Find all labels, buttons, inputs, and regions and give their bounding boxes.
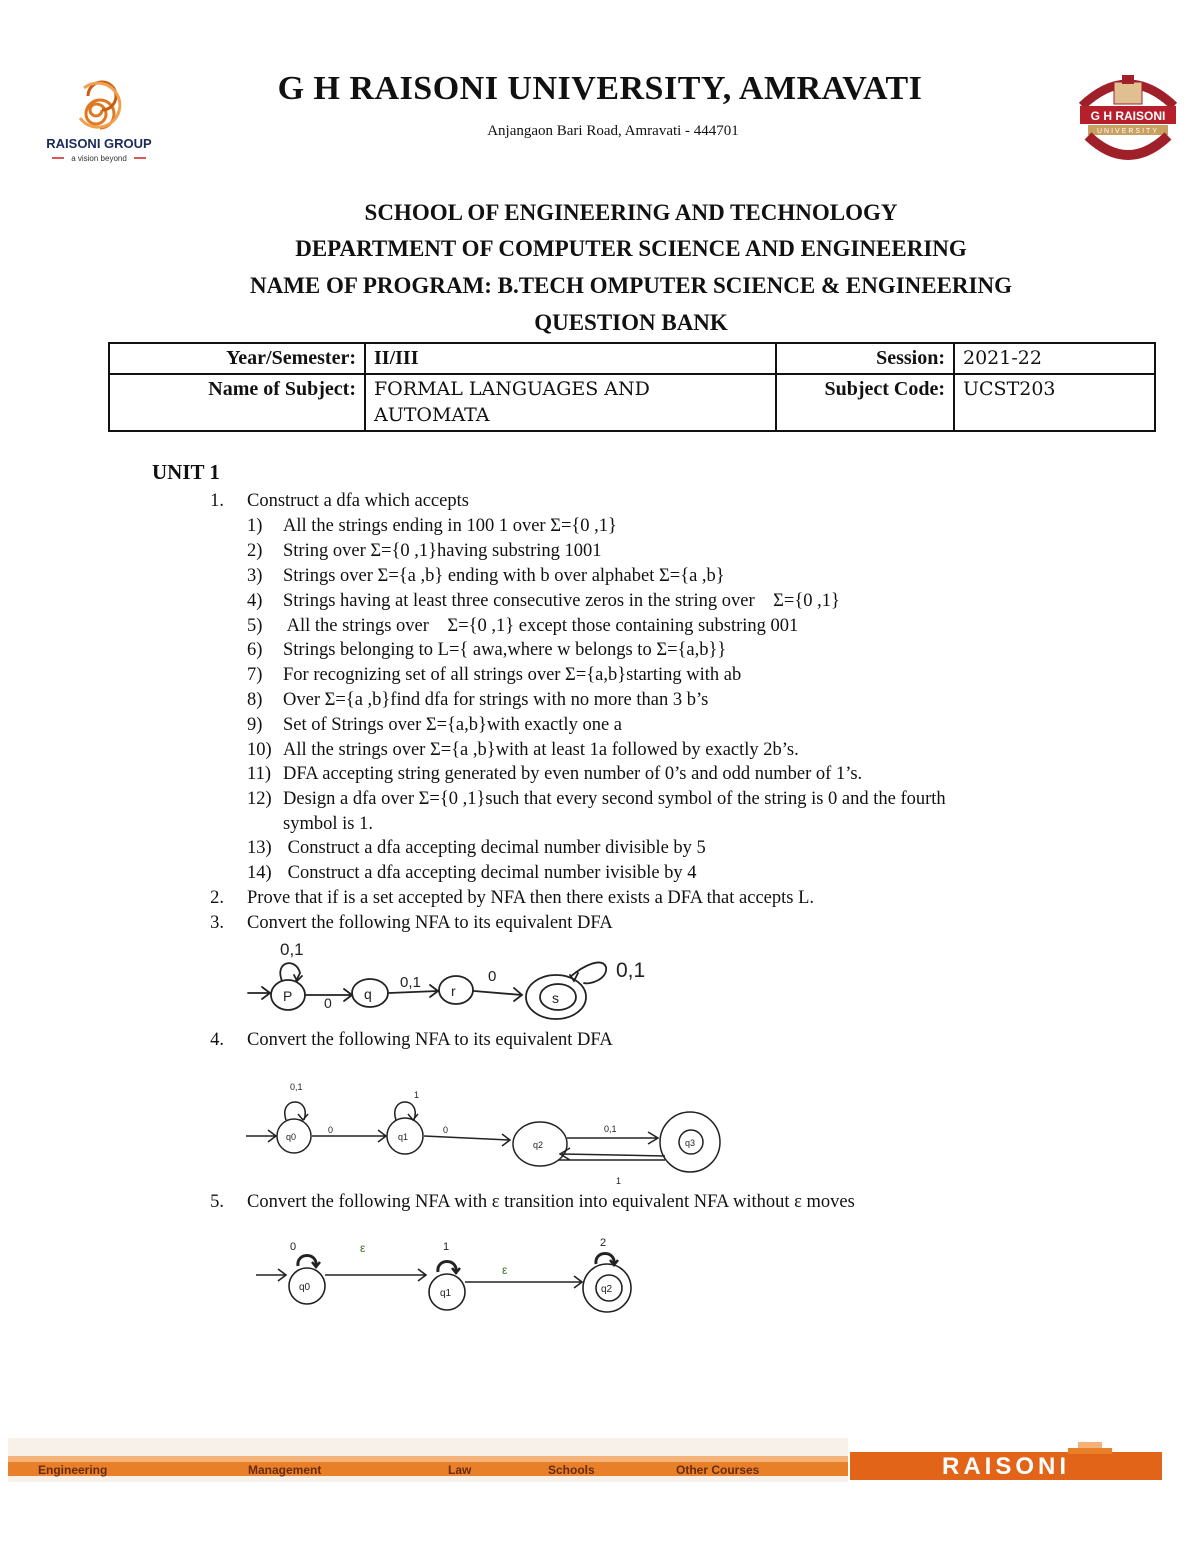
table-row <box>109 374 1155 431</box>
loop-q1-label: 1 <box>414 1090 420 1100</box>
start-arrow-icon <box>248 987 270 999</box>
sub-text: symbol is 1. <box>283 814 373 834</box>
seal-sub: UNIVERSITY <box>1096 128 1160 135</box>
sub-number: 12) <box>247 789 272 809</box>
sub-number: 2) <box>247 541 263 561</box>
sub-text: String over Σ={0 ,1}having substring 1001 <box>283 541 602 561</box>
edge-r-s-label: 0 <box>488 968 497 985</box>
sub-number: 14) <box>247 863 272 883</box>
edge-q0-q1-label: 0 <box>328 1125 334 1135</box>
sub-text: All the strings ending in 100 1 over Σ={0 ,1} <box>283 516 617 536</box>
state-q0-label: q0 <box>299 1282 311 1293</box>
university-title: G H RAISONI UNIVERSITY, AMRAVATI <box>277 70 923 107</box>
logo-tagline: a vision beyond <box>71 154 127 163</box>
footer-tab-engineering: Engineering <box>38 1463 108 1477</box>
sub-number: 8) <box>247 690 263 710</box>
table-row <box>109 343 1155 374</box>
department-heading: DEPARTMENT OF COMPUTER SCIENCE AND ENGINEERING <box>295 236 967 261</box>
sub-text: Construct a dfa accepting decimal number divisible by 5 <box>283 838 706 858</box>
sub-text: All the strings over Σ={0 ,1} except those containing substring 001 <box>283 616 799 636</box>
edge-q1-q2-label: ε <box>502 1263 508 1277</box>
subject-name-value: FORMAL LANGUAGES AND AUTOMATA <box>365 374 776 431</box>
edge-q0-q1-label: ε <box>360 1241 366 1255</box>
sub-text: Strings having at least three consecutive zeros in the string over Σ={0 ,1} <box>283 591 840 611</box>
subject-code-label: Subject Code: <box>776 374 954 431</box>
session-label: Session: <box>776 343 954 374</box>
state-q2-label: q2 <box>601 1284 613 1295</box>
sub-text: Strings belonging to L={ awa,where w belongs to Σ={a,b}} <box>283 640 727 660</box>
logo-name: RAISONI GROUP <box>46 136 152 151</box>
start-arrow-icon <box>246 1130 276 1142</box>
footer-tab-schools: Schools <box>548 1463 595 1477</box>
sub-text: Over Σ={a ,b}find dfa for strings with no more than 3 b’s <box>283 690 709 710</box>
nfa-diagram-2 <box>240 1078 740 1193</box>
state-q0-label: q0 <box>286 1132 297 1142</box>
loop-q2-label: 2 <box>600 1237 607 1249</box>
edge-q2-q3-label: 0,1 <box>604 1124 617 1134</box>
state-r-label: r <box>451 983 456 999</box>
question-text: Convert the following NFA to its equivalent DFA <box>247 913 613 933</box>
year-semester-value: II/III <box>365 343 776 374</box>
year-semester-label: Year/Semester: <box>109 343 365 374</box>
sub-number: 6) <box>247 640 263 660</box>
loop-q0-label: 0 <box>290 1241 297 1253</box>
loop-p-label: 0,1 <box>280 940 304 959</box>
question-text: Convert the following NFA with ε transition into equivalent NFA without ε moves <box>247 1192 855 1212</box>
subject-name-label: Name of Subject: <box>109 374 365 431</box>
question-number: 2. <box>210 888 224 908</box>
university-address: Anjangaon Bari Road, Amravati - 444701 <box>487 123 739 139</box>
state-p-label: P <box>283 988 293 1004</box>
edge-q-r-label: 0,1 <box>400 974 421 991</box>
course-info-table <box>108 342 1156 432</box>
gh-raisoni-seal <box>1074 70 1182 170</box>
nfa-diagram-1 <box>240 935 660 1025</box>
question-text: Construct a dfa which accepts <box>247 491 469 511</box>
loop-s-label: 0,1 <box>616 959 646 982</box>
footer-brand-name: RAISONI <box>941 1453 1071 1480</box>
sub-text: DFA accepting string generated by even number of 0’s and odd number of 1’s. <box>283 764 863 784</box>
document-type-heading: QUESTION BANK <box>534 310 728 335</box>
sub-number: 1) <box>247 516 263 536</box>
footer-tab-management: Management <box>248 1463 322 1477</box>
state-q2-label: q2 <box>533 1140 544 1150</box>
sub-text: Set of Strings over Σ={a,b}with exactly one a <box>283 715 622 735</box>
state-r <box>439 976 473 1004</box>
state-s-label: s <box>552 990 559 1006</box>
state-q-label: q <box>364 986 372 1002</box>
school-heading: SCHOOL OF ENGINEERING AND TECHNOLOGY <box>364 200 898 225</box>
subject-code-value: UCST203 <box>954 374 1155 431</box>
question-text: Convert the following NFA to its equivalent DFA <box>247 1030 613 1050</box>
edge-q1-q2-label: 0 <box>443 1125 449 1135</box>
unit-heading: UNIT 1 <box>152 460 220 484</box>
question-number: 3. <box>210 913 224 933</box>
seal-name: G H RAISONI <box>1090 109 1166 123</box>
sub-number: 7) <box>247 665 263 685</box>
footer-banner-graphic <box>8 1438 1192 1482</box>
loop-q1-label: 1 <box>443 1241 450 1253</box>
sub-text: For recognizing set of all strings over Σ={a,b}starting with ab <box>283 665 742 685</box>
question-number: 4. <box>210 1030 224 1050</box>
edge-p-q-label: 0 <box>324 995 332 1011</box>
sub-number: 5) <box>247 616 263 636</box>
state-q1-label: q1 <box>440 1288 452 1299</box>
footer-banner <box>8 1438 1192 1482</box>
sub-text: All the strings over Σ={a ,b}with at least 1a followed by exactly 2b’s. <box>283 740 799 760</box>
state-q1-label: q1 <box>398 1132 409 1142</box>
sub-number: 10) <box>247 740 272 760</box>
sub-number: 11) <box>247 764 271 784</box>
sub-text: Design a dfa over Σ={0 ,1}such that every second symbol of the string is 0 and the fourth <box>283 789 946 809</box>
sub-number: 3) <box>247 566 263 586</box>
footer-tab-law: Law <box>448 1463 472 1477</box>
university-seal-icon <box>1074 70 1182 170</box>
state-q3-label: q3 <box>685 1138 696 1148</box>
footer-tab-other-courses: Other Courses <box>676 1463 760 1477</box>
loop-q0-label: 0,1 <box>290 1082 303 1092</box>
session-value: 2021-22 <box>954 343 1155 374</box>
start-arrow-icon <box>256 1269 286 1281</box>
program-heading: NAME OF PROGRAM: B.TECH OMPUTER SCIENCE & ENGINEERING <box>249 273 1012 298</box>
question-number: 5. <box>210 1192 224 1212</box>
question-text: Prove that if is a set accepted by NFA then there exists a DFA that accepts L. <box>247 888 815 908</box>
sub-text: Construct a dfa accepting decimal number ivisible by 4 <box>283 863 697 883</box>
sub-number: 4) <box>247 591 263 611</box>
epsilon-nfa-diagram <box>250 1232 650 1322</box>
sub-number: 13) <box>247 838 272 858</box>
sub-number: 9) <box>247 715 263 735</box>
question-number: 1. <box>210 491 224 511</box>
edge-q3-q2-label: 1 <box>616 1176 622 1186</box>
sub-text: Strings over Σ={a ,b} ending with b over alphabet Σ={a ,b} <box>283 566 725 586</box>
